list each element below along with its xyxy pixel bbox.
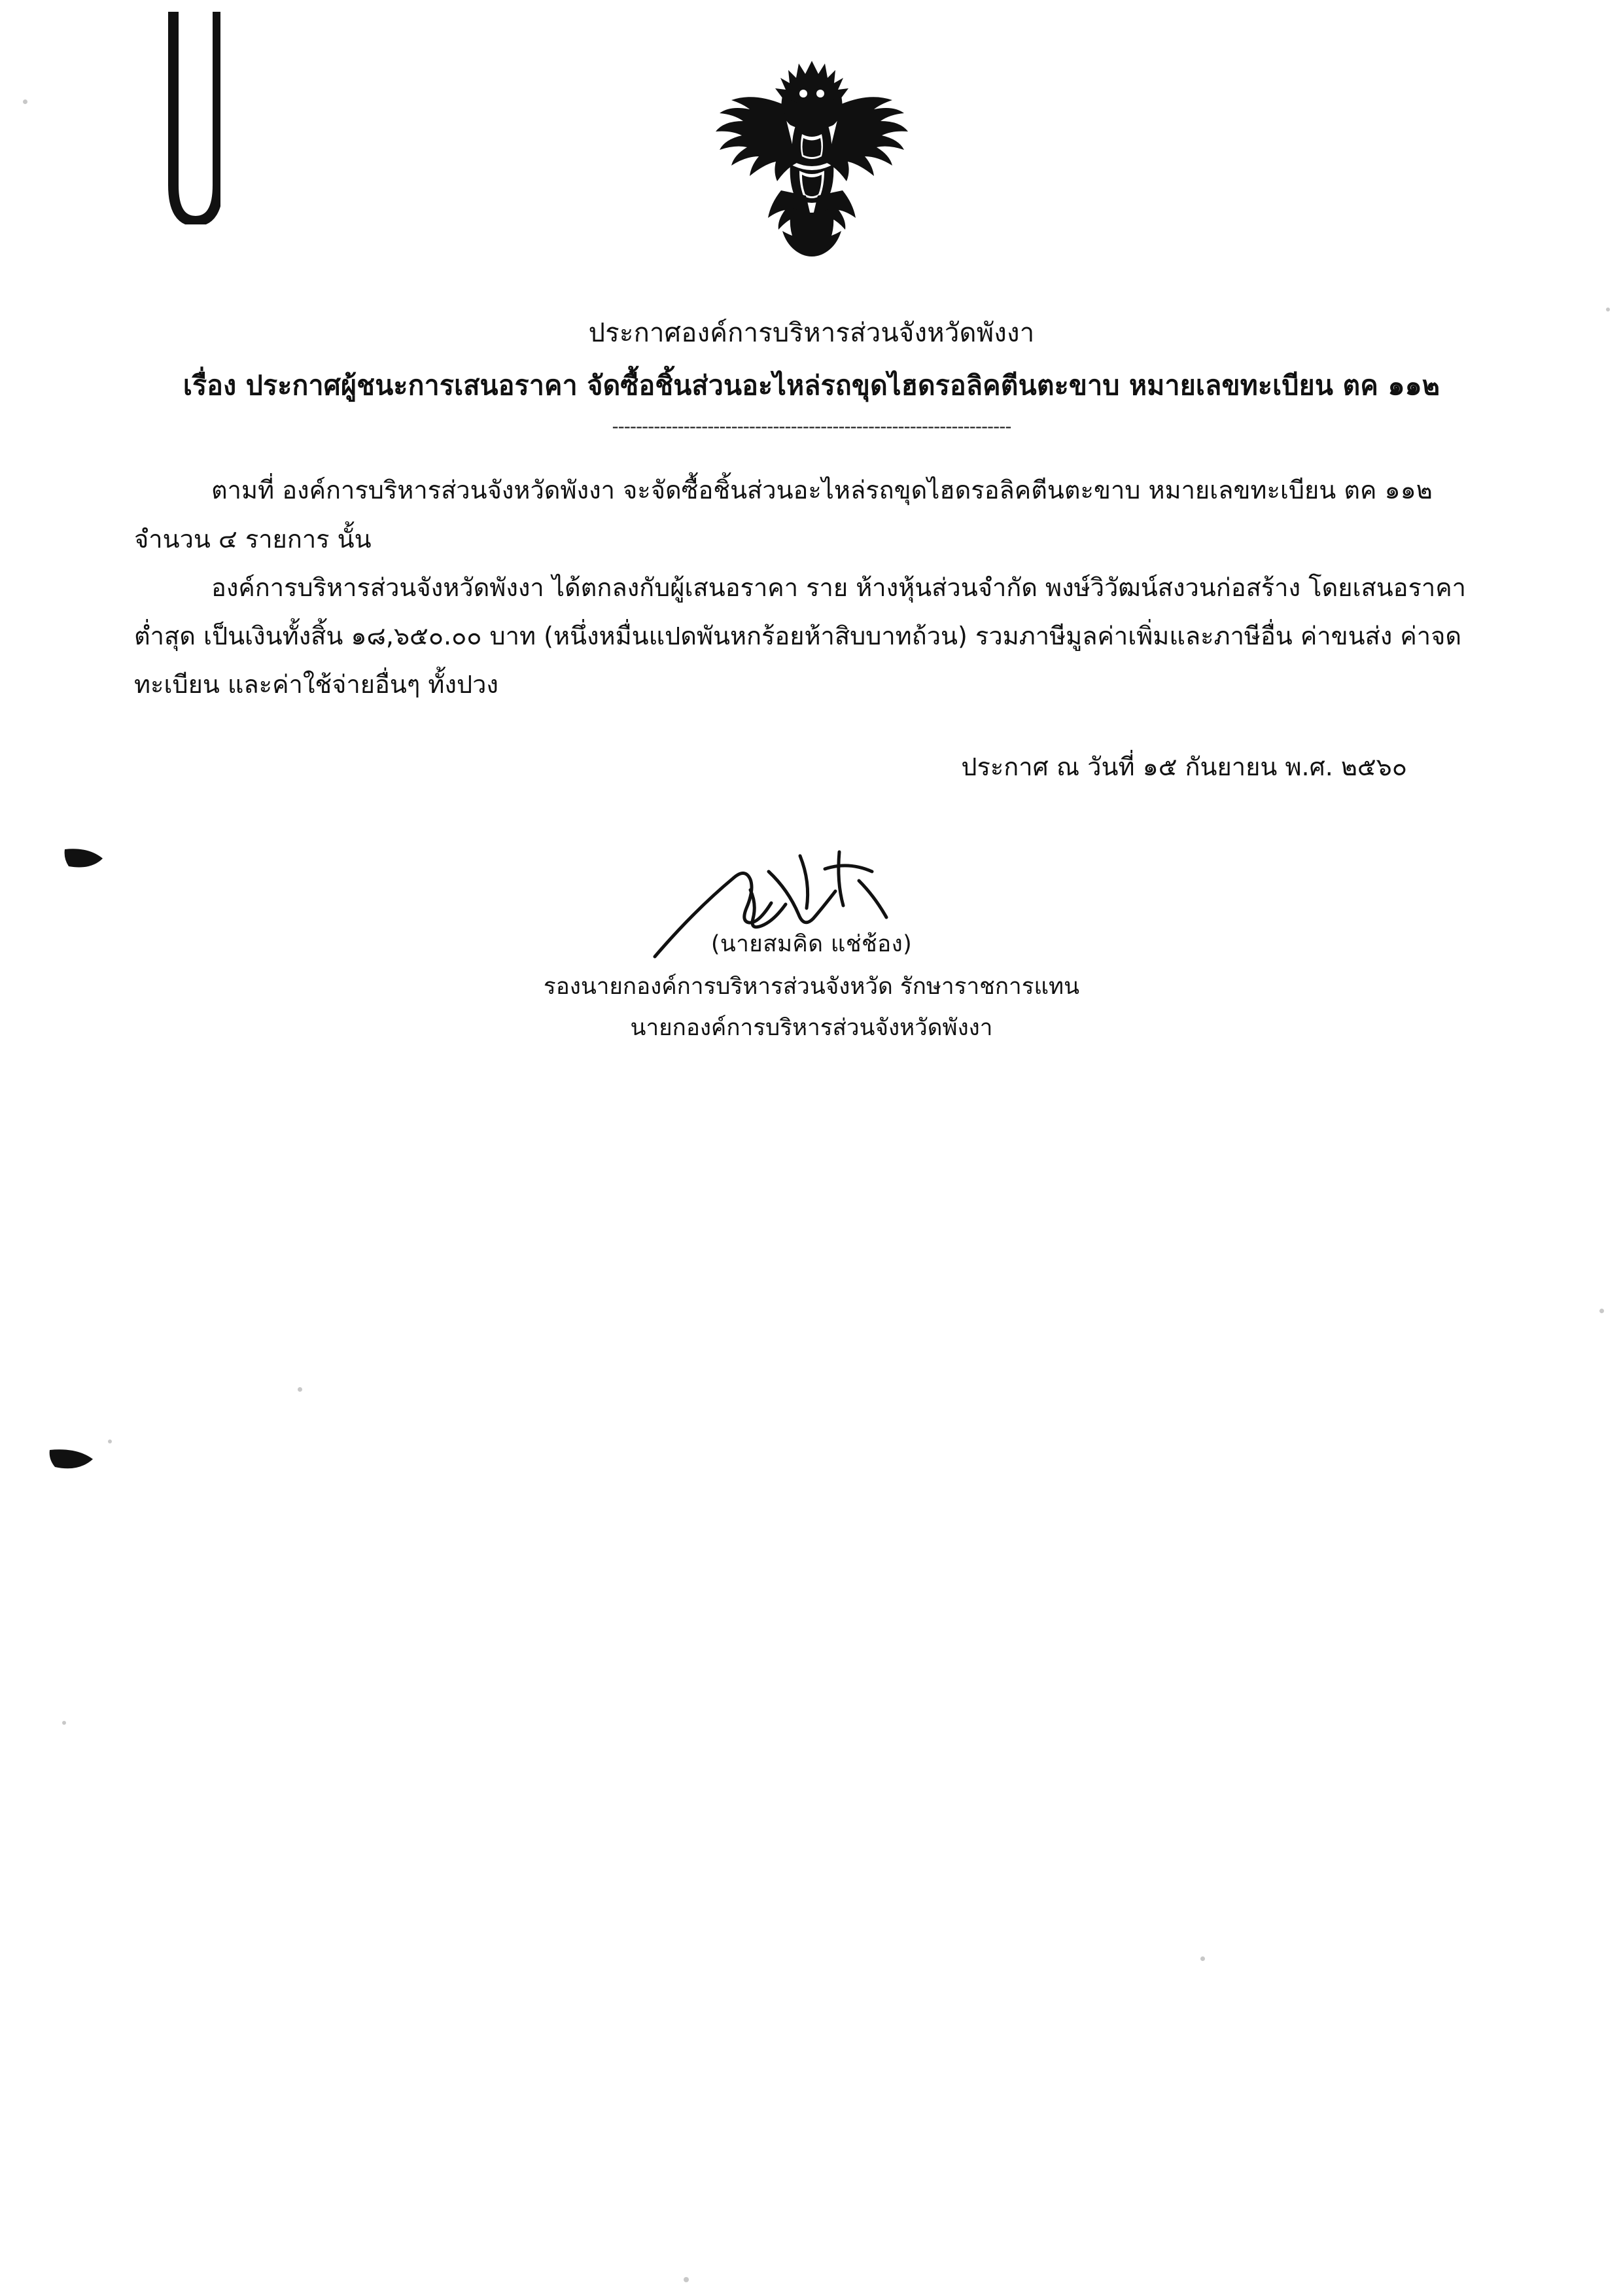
scan-speck bbox=[62, 1721, 66, 1725]
announcement-date: ประกาศ ณ วันที่ ๑๕ กันยายน พ.ศ. ๒๕๖๐ bbox=[961, 752, 1407, 781]
smudge-icon bbox=[47, 1446, 106, 1485]
garuda-emblem bbox=[704, 56, 920, 265]
document-body bbox=[0, 314, 1623, 1049]
header-divider: ------------------------------------------------------------------- bbox=[612, 415, 1011, 438]
paper-clip-icon bbox=[167, 12, 220, 224]
garuda-emblem-icon bbox=[704, 56, 920, 265]
signer-position-line-2: นายกองค์การบริหารส่วนจังหวัดพังงา bbox=[630, 1014, 993, 1041]
signature-block bbox=[0, 924, 1623, 1049]
scan-speck bbox=[1599, 1309, 1604, 1313]
paragraph-1-text: ตามที่ องค์การบริหารส่วนจังหวัดพังงา จะจัดซื้อชิ้นส่วนอะไหล่รถขุดไฮดรอลิคตีนตะขาบ หมายเลขทะเบียน ตค ๑๑๒ จำนวน ๔ รายการ นั้น bbox=[134, 476, 1433, 554]
margin-smudge bbox=[47, 1446, 106, 1492]
paper-clip-mark bbox=[167, 12, 220, 224]
signer-position-line-1: รองนายกองค์การบริหารส่วนจังหวัด รักษาราชการแทน bbox=[543, 973, 1080, 1000]
scan-speck bbox=[1606, 308, 1610, 311]
announcement-subject: เรื่อง ประกาศผู้ชนะการเสนอราคา จัดซื้อชิ้นส่วนอะไหล่รถขุดไฮดรอลิคตีนตะขาบ หมายเลขทะเบียน ตค ๑๑๒ bbox=[183, 370, 1440, 401]
paragraph-1 bbox=[134, 466, 1489, 563]
scan-speck bbox=[108, 1439, 112, 1443]
scan-speck bbox=[684, 2277, 689, 2282]
paragraph-2 bbox=[134, 563, 1489, 709]
scan-speck bbox=[298, 1387, 302, 1392]
announcement-heading: ประกาศองค์การบริหารส่วนจังหวัดพังงา bbox=[588, 318, 1035, 348]
paragraph-2-text: องค์การบริหารส่วนจังหวัดพังงา ได้ตกลงกับผู้เสนอราคา ราย ห้างหุ้นส่วนจำกัด พงษ์วิวัฒน์สงวนก่อสร้าง โดยเสนอราคาต่ำสุด เป็นเงินทั้งสิ้น ๑๘,๖๕๐.๐๐ บาท (หนึ่งหมื่นแปดพันหกร้อยห้าสิบบาทถ้วน) รวมภาษีมูลค่าเพิ่มและภาษีอื่น ค่าขนส่ง ค่าจดทะเบียน และค่าใช้จ่ายอื่นๆ ทั้งปวง bbox=[134, 573, 1466, 699]
scan-speck bbox=[23, 99, 27, 104]
signer-name: (นายสมคิด แช่ช้อง) bbox=[710, 930, 913, 957]
scan-speck bbox=[1200, 1956, 1205, 1961]
